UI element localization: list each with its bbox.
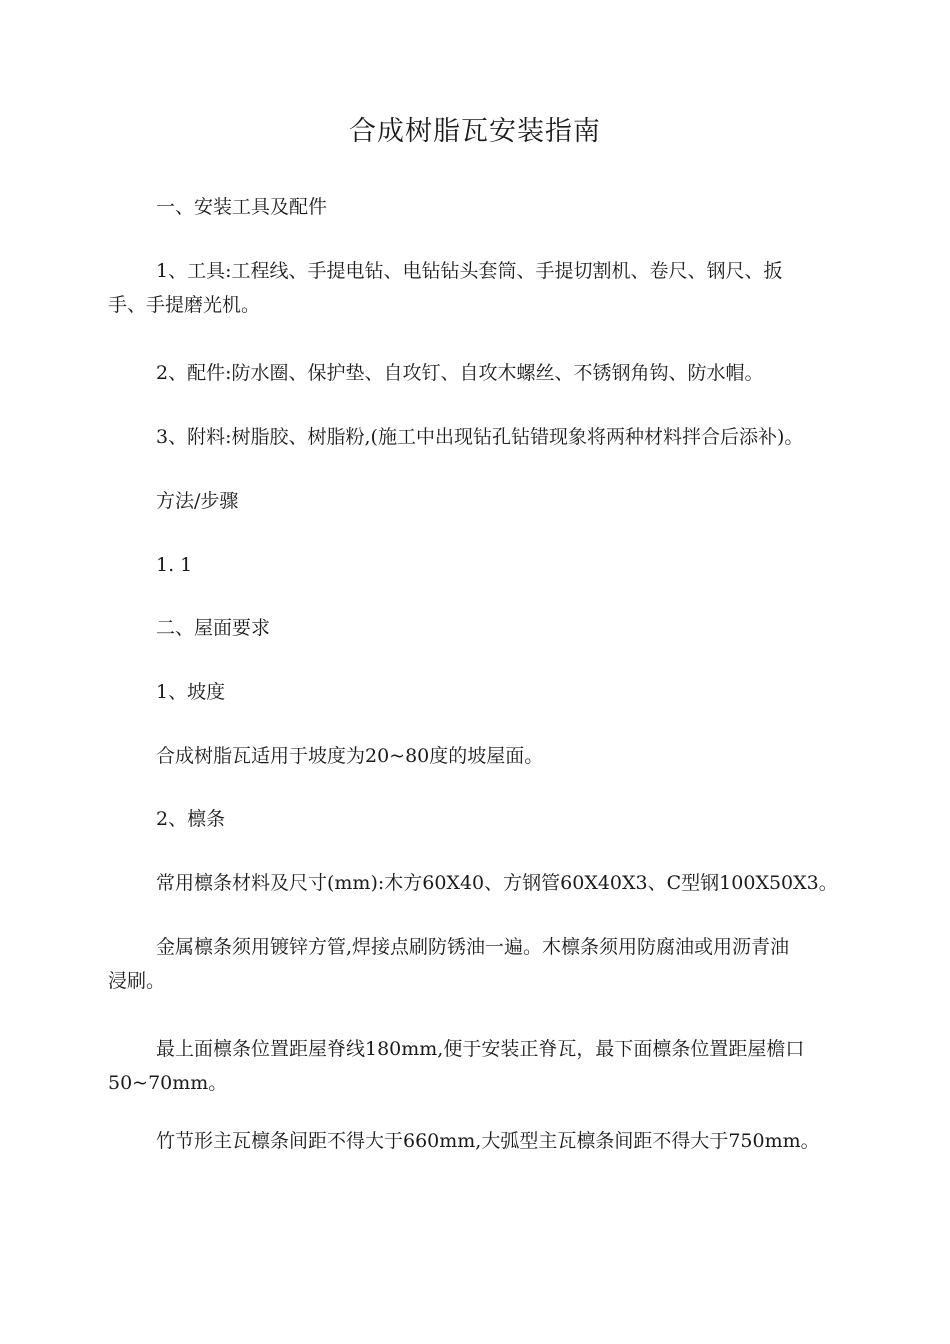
paragraph-line: 最上面檩条位置距屋脊线180mm,便于安装正脊瓦，最下面檩条位置距屋檐口 — [156, 1038, 805, 1060]
document-title: 合成树脂瓦安装指南 — [349, 116, 601, 147]
paragraph-line: 浸刷。 — [108, 970, 166, 992]
paragraph-purlin-spacing — [108, 1124, 838, 1158]
paragraph-purlin-sizes — [108, 866, 838, 900]
paragraph-line: 2、檩条 — [156, 808, 226, 830]
paragraph-line: 合成树脂瓦适用于坡度为20~80度的坡屋面。 — [156, 745, 544, 767]
paragraph-purlin-treatment — [108, 930, 838, 998]
paragraph-slope — [108, 739, 838, 773]
paragraph-tools — [108, 254, 838, 322]
paragraph-line: 竹节形主瓦檩条间距不得大于660mm,大弧型主瓦檩条间距不得大于750mm。 — [156, 1130, 820, 1152]
paragraph-line: 2、配件:防水圈、保护垫、自攻钉、自攻木螺丝、不锈钢角钩、防水帽。 — [156, 362, 764, 384]
paragraph-line: 金属檩条须用镀锌方管,焊接点刷防锈油一遍。木檩条须用防腐油或用沥青油 — [156, 936, 790, 958]
paragraph-line: 手、手提磨光机。 — [108, 294, 261, 316]
section-heading-tools — [108, 190, 838, 224]
subheading-purlin — [108, 802, 838, 836]
paragraph-line: 50~70mm。 — [108, 1072, 228, 1094]
section-heading-roof — [108, 611, 838, 645]
paragraph-line: 1、工具:工程线、手提电钻、电钻钻头套筒、手提切割机、卷尺、钢尺、扳 — [156, 260, 783, 282]
paragraph-purlin-position — [108, 1032, 838, 1100]
paragraph-line: 1、坡度 — [156, 681, 226, 703]
paragraph-line: 3、附料:树脂胶、树脂粉,(施工中出现钻孔钻错现象将两种材料拌合后添补)。 — [156, 426, 804, 448]
paragraph-materials — [108, 420, 838, 454]
paragraph-line: 一、安装工具及配件 — [156, 196, 328, 218]
paragraph-line: 常用檩条材料及尺寸(mm):木方60X40、方钢管60X40X3、C型钢100X50X3。 — [156, 872, 838, 894]
subheading-slope — [108, 675, 838, 709]
paragraph-line: 二、屋面要求 — [156, 617, 271, 639]
paragraph-accessories — [108, 356, 838, 390]
paragraph-step-number — [108, 548, 838, 582]
paragraph-line: 方法/步骤 — [156, 490, 239, 512]
paragraph-line: 1. 1 — [156, 554, 193, 576]
paragraph-method-steps — [108, 484, 838, 518]
